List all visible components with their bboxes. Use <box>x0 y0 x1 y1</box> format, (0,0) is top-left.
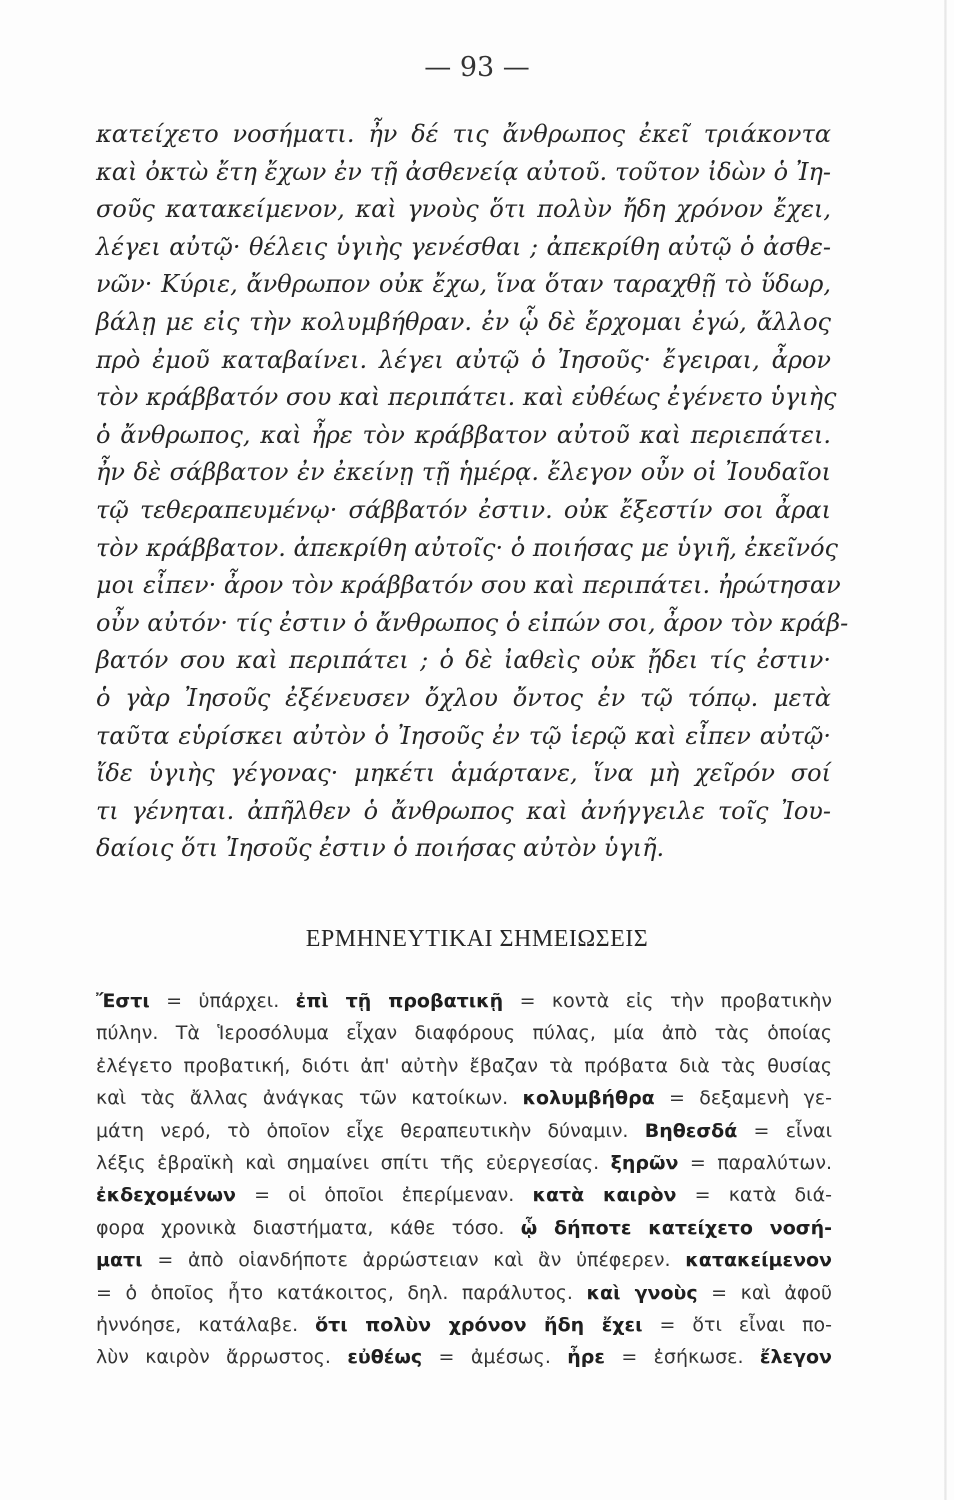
note-term: ᾧ δήποτε κατείχετο νοσή- <box>520 1216 833 1239</box>
note-term: ξηρῶν <box>610 1151 679 1174</box>
note-term: καὶ γνοὺς <box>586 1281 698 1304</box>
main-text-line: λέγει αὐτῷ· θέλεις ὑγιὴς γενέσθαι ; ἀπεκρίθη αὐτῷ ὁ ἀσθε- <box>96 232 831 261</box>
note-definition: = παραλύτων. <box>678 1151 832 1174</box>
note-definition: φορα χρονικὰ διαστήματα, κάθε τόσο. <box>96 1216 521 1239</box>
note-term: ἦρε <box>567 1346 605 1369</box>
main-text-line: τῷ τεθεραπευμένῳ· σάββατόν ἐστιν. οὐκ ἔξεστίν σοι ἆραι <box>96 495 831 524</box>
note-definition: ἠννόησε, κατάλαβε. <box>96 1313 316 1336</box>
main-text-line: τὸν κράββατόν σου καὶ περιπάτει. καὶ εὐθέως ἐγένετο ὑγιὴς <box>96 383 837 412</box>
note-definition: = ἀμέσως. <box>422 1346 568 1369</box>
note-term: ἐκδεχομένων <box>96 1184 236 1207</box>
main-text-line: ὁ ἄνθρωπος, καὶ ἦρε τὸν κράββατον αὐτοῦ καὶ περιεπάτει. <box>96 420 831 449</box>
note-term: ἔλεγον <box>759 1346 832 1369</box>
note-line <box>96 1082 832 1114</box>
note-term: Ἔστι <box>96 990 150 1012</box>
note-definition: = οἱ ὁποῖοι ἐπερίμεναν. <box>235 1184 533 1207</box>
note-term: εὐθέως <box>347 1346 423 1369</box>
main-text-line: οὖν αὐτόν· τίς ἐστιν ὁ ἄνθρωπος ὁ εἰπών σοι, ἆρον τὸν κράβ- <box>96 608 849 637</box>
note-term: ὅτι πολὺν χρόνον ἤδη ἔχει <box>315 1313 643 1336</box>
note-definition: = κοντὰ εἰς τὴν προβατικὴν <box>503 990 832 1012</box>
note-definition: = ὅτι εἶναι πο- <box>642 1313 833 1336</box>
page-edge-shadow <box>944 0 947 1500</box>
main-text-line: σοῦς κατακείμενον, καὶ γνοὺς ὅτι πολὺν ἤδη χρόνον ἔχει, <box>96 195 831 224</box>
main-text-line: μοι εἶπεν· ἆρον τὸν κράββατόν σου καὶ περιπάτει. ἠρώτησαν <box>96 571 841 600</box>
main-text-line: βάλῃ με εἰς τὴν κολυμβήθραν. ἐν ᾧ δὲ ἔρχομαι ἐγώ, ἄλλος <box>96 307 831 336</box>
note-definition: λέξις ἑβραϊκὴ καὶ σημαίνει σπίτι τῆς εὐεργεσίας. <box>96 1151 611 1174</box>
note-definition: = κατὰ διά- <box>676 1184 832 1207</box>
main-text-block <box>96 116 849 868</box>
note-definition: = ὑπάρχει. <box>149 990 296 1012</box>
main-text-line: ταῦτα εὑρίσκει αὐτὸν ὁ Ἰησοῦς ἐν τῷ ἱερῷ καὶ εἶπεν αὐτῷ· <box>96 721 831 750</box>
notes-text-block <box>96 985 832 1374</box>
note-definition: ἐλέγετο προβατική, διότι ἀπ' αὐτὴν ἔβαζαν τὰ πρόβατα διὰ τὰς θυσίας <box>96 1054 832 1077</box>
note-definition: = εἶναι <box>737 1119 833 1142</box>
note-definition: = ἀπὸ οἱανδήποτε ἀρρώστειαν καὶ ἂν ὑπέφερεν. <box>142 1249 686 1272</box>
main-text-line: καὶ ὀκτὼ ἔτη ἔχων ἐν τῇ ἀσθενείᾳ αὐτοῦ. τοῦτον ἰδὼν ὁ Ἰη- <box>96 157 831 186</box>
note-line <box>96 1309 832 1341</box>
main-text-line: τι γένηται. ἀπῆλθεν ὁ ἄνθρωπος καὶ ἀνήγγειλε τοῖς Ἰου- <box>96 796 831 825</box>
note-line <box>96 1341 832 1373</box>
note-line <box>96 1050 832 1082</box>
note-line <box>96 1115 832 1147</box>
note-line <box>96 1147 832 1179</box>
note-definition: = ἐσήκωσε. <box>604 1346 760 1369</box>
note-line <box>96 1017 832 1049</box>
note-line <box>96 1277 832 1309</box>
note-term: κολυμβήθρα <box>522 1087 655 1110</box>
note-definition: καὶ τὰς ἄλλας ἀνάγκας τῶν κατοίκων. <box>96 1087 523 1110</box>
main-text-line: κατείχετο νοσήματι. ἦν δέ τις ἄνθρωπος ἐκεῖ τριάκοντα <box>96 120 831 148</box>
note-line <box>96 1179 832 1211</box>
main-text-line: ἴδε ὑγιὴς γέγονας· μηκέτι ἁμάρτανε, ἵνα μὴ χεῖρόν σοί <box>96 759 831 788</box>
note-definition: = καὶ ἀφοῦ <box>697 1281 832 1304</box>
page-number: — 93 — <box>424 52 530 83</box>
note-line <box>96 985 832 1017</box>
note-term: κατὰ καιρὸν <box>532 1184 677 1207</box>
note-term: κατακείμενον <box>685 1249 832 1272</box>
notes-heading: ΕΡΜΗΝΕΥΤΙΚΑΙ ΣΗΜΕΙΩΣΕΙΣ <box>305 926 649 952</box>
note-definition: = ὁ ὁποῖος ἦτο κατάκοιτος, δηλ. παράλυτος. <box>96 1281 587 1304</box>
note-definition: πύλην. Τὰ Ἱεροσόλυμα εἶχαν διαφόρους πύλας, μία ἀπὸ τὰς ὁποίας <box>96 1022 832 1045</box>
main-text-line: ἦν δὲ σάββατον ἐν ἐκείνῃ τῇ ἡμέρᾳ. ἔλεγον οὖν οἱ Ἰουδαῖοι <box>96 458 831 487</box>
note-line <box>96 1244 832 1276</box>
main-text-line: τὸν κράββατον. ἀπεκρίθη αὐτοῖς· ὁ ποιήσας με ὑγιῆ, ἐκεῖνός <box>96 533 838 562</box>
main-text-line: δαίοις ὅτι Ἰησοῦς ἐστιν ὁ ποιήσας αὐτὸν ὑγιῆ. <box>96 834 665 863</box>
note-term: ματι <box>96 1249 143 1272</box>
note-term: Βηθεσδά <box>644 1119 738 1142</box>
main-text-line: ὁ γὰρ Ἰησοῦς ἐξένευσεν ὄχλου ὄντος ἐν τῷ τόπῳ. μετὰ <box>96 683 831 712</box>
main-text-line: βατόν σου καὶ περιπάτει ; ὁ δὲ ἰαθεὶς οὐκ ᾔδει τίς ἐστιν· <box>96 646 831 675</box>
note-definition: = δεξαμενὴ γε- <box>654 1087 832 1110</box>
note-line <box>96 1212 832 1244</box>
note-term: ἐπὶ τῇ προβατικῇ <box>295 990 504 1012</box>
main-text-line: νῶν· Κύριε, ἄνθρωπον οὐκ ἔχω, ἵνα ὅταν ταραχθῇ τὸ ὕδωρ, <box>96 270 831 299</box>
note-definition: λὺν καιρὸν ἄρρωστος. <box>96 1346 348 1369</box>
note-definition: μάτη νερό, τὸ ὁποῖον εἶχε θεραπευτικὴν δύναμιν. <box>96 1119 645 1142</box>
main-text-line: πρὸ ἐμοῦ καταβαίνει. λέγει αὐτῷ ὁ Ἰησοῦς· ἔγειραι, ἆρον <box>96 345 831 374</box>
